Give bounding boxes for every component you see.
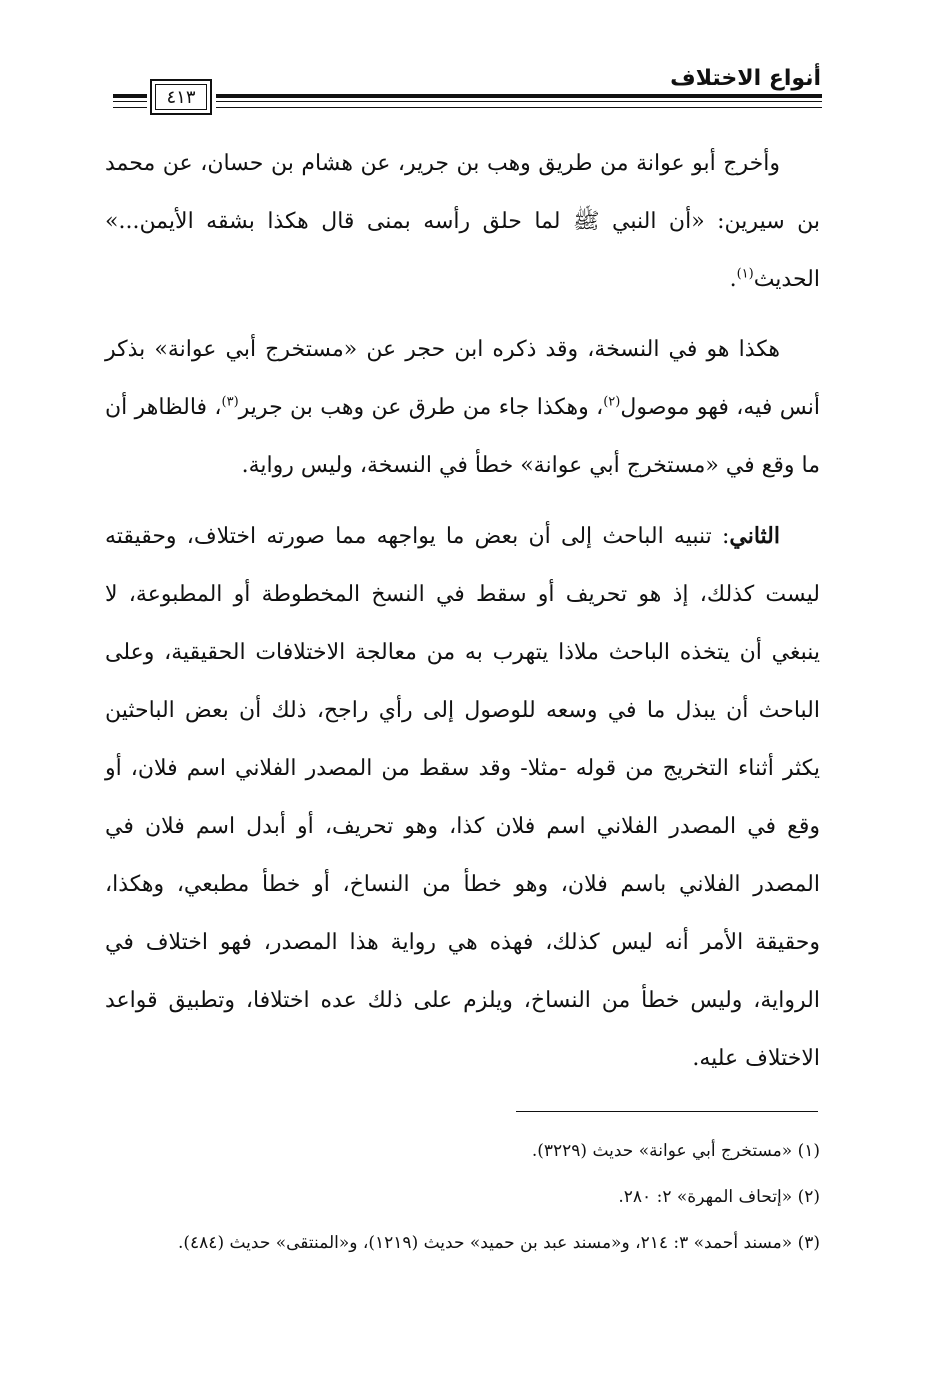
footnote-separator [516, 1111, 818, 1112]
text-segment: ، وهكذا جاء من طرق عن وهب بن جرير [238, 395, 604, 420]
text-segment: : تنبيه الباحث إلى أن بعض ما يواجهه مما صورته اختلاف، وحقيقته ليست كذلك، إذ هو تحريف أو سقط في النسخ المخطوطة أو المطبوعة، لا ينبغي أن يتخذه الباحث ملاذا يتهرب به من معالجة الاختلافات الحقيقية، وعلى الباحث أن يبذل ما في وسعه للوصول إلى رأي راجح، ذلك أن بعض الباحثين يكثر أثناء التخريج من قوله -مثلا- وقد سقط من المصدر الفلاني اسم فلان، أو وقع في المصدر الفلاني اسم فلان كذا، وهو تحريف، أو أبدل اسم فلان في المصدر الفلاني باسم فلان، وهو خطأ من النساخ، أو خطأ مطبعي، وهكذا، وحقيقة الأمر أنه ليس كذلك، فهذه هي رواية هذا المصدر، فهو اختلاف في الرواية، وليس خطأ من النساخ، ويلزم على ذلك عده اختلافا، وتطبيق قواعد الاختلاف عليه. [105, 524, 820, 1071]
footnote-ref: (١) [736, 266, 754, 282]
footnotes [105, 1128, 820, 1266]
header-rule-left [113, 94, 147, 108]
text-segment: ، فالظاهر أن ما وقع في «مستخرج أبي عوانة» خطأ في النسخة، وليس رواية. [105, 395, 820, 478]
text-segment: . [729, 267, 737, 292]
text-segment: وأخرج أبو عوانة من طريق وهب بن جرير، عن هشام بن حسان، عن محمد بن سيرين: «أن النبي ﷺ لما حلق رأسه بمنى قال هكذا بشقه الأيمن...» الحديث [105, 151, 820, 292]
footnote-ref: (٣) [221, 394, 239, 410]
paragraph [105, 507, 820, 1088]
footnote-ref: (٢) [603, 394, 621, 410]
footnote: (٣) «مسند أحمد» ٣: ٢١٤، و«مسند عبد بن حميد» حديث (١٢١٩)، و«المنتقى» حديث (٤٨٤). [177, 1233, 820, 1253]
running-header-title: أنواع الاختلاف [670, 66, 821, 91]
paragraph [105, 135, 820, 309]
paragraph-lead-word: الثاني [729, 523, 780, 549]
paragraph [105, 321, 820, 495]
page-number-box [150, 79, 212, 115]
header-rule-right [216, 94, 822, 108]
footnote: (٢) «إتحاف المهرة» ٢: ٢٨٠. [618, 1187, 820, 1207]
main-text [105, 135, 820, 1088]
text-segment: هكذا هو في النسخة، وقد ذكره ابن حجر عن «مستخرج أبي عوانة» بذكر أنس فيه، فهو موصول [105, 337, 820, 420]
page-number: ٤١٣ [166, 86, 196, 108]
footnote: (١) «مستخرج أبي عوانة» حديث (٣٢٢٩). [531, 1141, 820, 1161]
